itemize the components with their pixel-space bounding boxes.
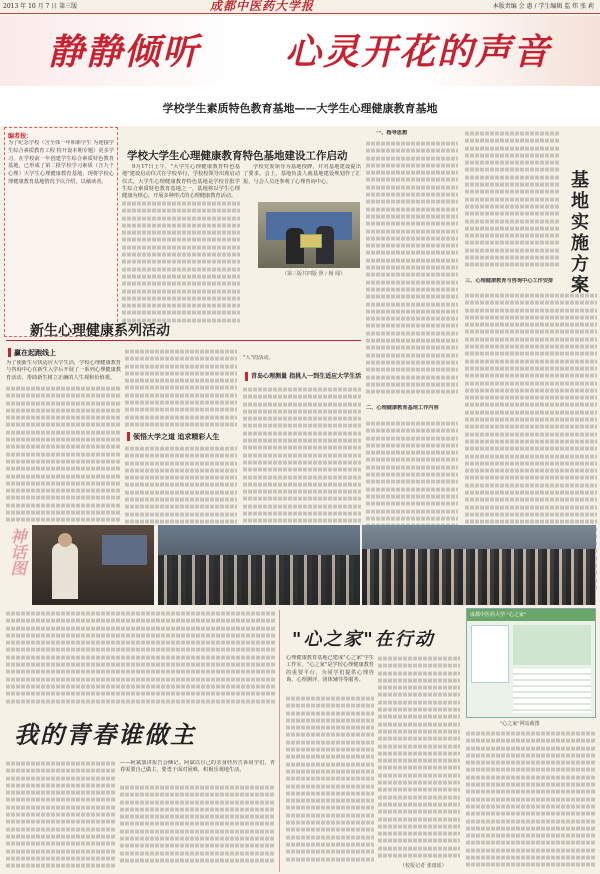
speaker-photo: [32, 525, 154, 605]
website-screenshot: [466, 608, 596, 718]
xinzhijia-text: 心理健康教育基地已建成"心之家"学生工作室，"心之家"是学校心理健康教育的重要平台，为同学们提供心理咨询、心理测评、团体辅导等服务。: [286, 655, 374, 683]
plan-column-filler: [366, 140, 458, 400]
editor-note-text: 为了纪念学校（含全体一年和新学生 为迎接学生综合素质教育工程 特开设本期专题）更多学习，在学校前一年创建学生综合素质特色教育基地，已形成了第二批学校学习素质（含九个心理）大学生心理健康教育基地，现将学校心理健康教育基地情况予以介绍，以飨读者。: [8, 140, 114, 185]
youth-filler-3: [120, 784, 275, 870]
text-column-filler: [122, 200, 240, 325]
series-filler-1: [6, 385, 121, 525]
audience-photo-2: [362, 525, 596, 605]
main-article-p1: 9月17日上午，"大学生心理健康教育特色基地"建设启动仪式在学校举行，学校校领导出席启动仪式。大学生心理健康教育特色基地是学校首批学生综合素质特色教育基地之一，基地将以学生心理健康为核心，开展多种形式的心理健康教育活动。: [122, 164, 240, 200]
editor-note-label: 编者按：: [8, 133, 33, 140]
youth-text: ——阿斌演讲报告会侧记。阿斌以自己的亲身经历告诉同学们，青春需要自己做主，要勇于面对困难，积极乐观地生活。: [120, 760, 275, 774]
plan-sec1: 一、指导思想: [376, 130, 408, 136]
issue-date: 2013 年 10 月 7 日 第三版: [3, 3, 78, 10]
banner-subtitle: 学校学生素质特色教育基地——大学生心理健康教育基地: [162, 102, 438, 115]
website-screenshot-title: 成都中医药大学·"心之家": [467, 609, 595, 621]
ceremony-photo: [258, 202, 360, 268]
ceremony-caption: （第三版共四版 照 / 杨 闻）: [282, 271, 346, 277]
series-item3-title: 青岛心理测量 指挑人一到生适应大学生活: [245, 372, 361, 381]
website-screenshot-caption: "心之家"网站截图: [500, 721, 540, 727]
plan-sec2: 二、心理健康教育基地工作内容: [366, 405, 439, 411]
main-article-title: 学校大学生心理健康教育特色基地建设工作启动: [127, 150, 348, 162]
series-filler-3: [125, 445, 237, 525]
main-article-col2: [243, 164, 361, 204]
xinzhijia-signature: （校报记者 张雨瑶）: [400, 863, 447, 869]
plan-vertical-title: 基地实施方案: [568, 170, 589, 296]
audience-photo-1: [158, 525, 360, 605]
photo-section-label: 神话图: [8, 528, 27, 576]
series-item1-title: 赢在起跑线上: [8, 348, 56, 357]
xinzhijia-filler-2: [378, 655, 460, 860]
series-filler-2: [125, 348, 237, 428]
youth-filler-1: [6, 610, 276, 710]
banner-title-right: 心灵开花的声音: [285, 31, 552, 73]
xinzhijia-filler-3: [466, 730, 596, 870]
series-item2-title: 领悟大学之道 追求精彩人生: [127, 432, 219, 441]
series-divider: [6, 340, 361, 341]
youth-title: 我的青春谁做主: [14, 720, 196, 749]
page-header: [0, 0, 600, 14]
series-title: 新生心理健康系列活动: [30, 323, 170, 339]
youth-filler-2: [6, 760, 116, 870]
banner-title-left: 静静倾听: [48, 31, 201, 73]
editor-note-box: [4, 127, 118, 337]
editor-credits: 本版责编 会 惠 / 学生编辑 监 炜 张 莉: [492, 3, 594, 10]
main-article-p2: 学校党委领导为基地授牌，并对基地建设提出了要求。会上，基地负责人就基地建设规划作了汇报，与会人员还参观了心理咨询中心。: [243, 164, 361, 185]
newspaper-masthead: 成都中医药大学报: [210, 0, 315, 13]
xinzhijia-title: "心之家"在行动: [292, 629, 435, 650]
xinzhijia-filler-1: [286, 695, 374, 870]
right-column-filler: [465, 130, 560, 275]
plan-sec3: 三、心理健康教育与咨询中心工作安排: [465, 278, 554, 284]
series-filler-4: [243, 386, 361, 526]
series-text1: 为了使新生尽快适应大学生活，学校心理健康教育与咨询中心在新生入学后开展了一系列心理健康教育活动，帮助新生树立正确的人生观和价值观。: [6, 360, 121, 381]
series-text2: "人"的活动。: [243, 355, 274, 361]
column-divider: [279, 610, 280, 872]
